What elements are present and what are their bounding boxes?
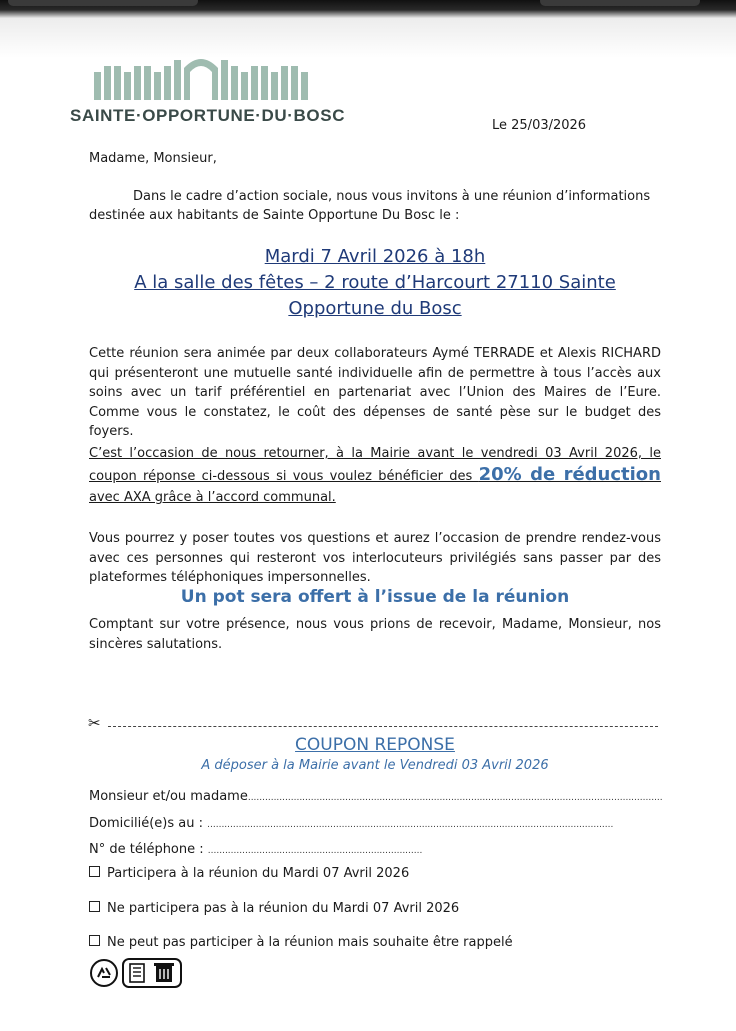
logo-text: SAINTE·OPPORTUNE·DU·BOSC [70, 106, 346, 125]
closing-paragraph: Comptant sur votre présence, nous vous prions de recevoir, Madame, Monsieur, nos sincères salutations. [89, 617, 661, 652]
phone-field-dots[interactable]: ........................................................................... [207, 846, 423, 856]
phone-field-label: N° de téléphone : [89, 842, 204, 857]
checkbox-not-attend[interactable] [89, 901, 100, 912]
name-field[interactable] [89, 789, 663, 804]
phone-field[interactable] [89, 842, 422, 857]
address-field[interactable] [89, 816, 613, 831]
event-place: A la salle des fêtes – 2 route d’Harcourt 27110 Sainte Opportune du Bosc [134, 272, 616, 319]
address-field-dots[interactable]: .............................................................................................................................................. [207, 820, 614, 830]
questions-paragraph: Vous pourrez y poser toutes vos questions et aurez l’occasion de prendre rendez-vous avec ces personnes qui resteront vos interlocuteurs privilégiés sans passer par des plateformes téléphoniques impersonnelles. [89, 531, 661, 585]
discount-highlight: 20% de réduction [478, 464, 661, 485]
castle-silhouette-icon [94, 56, 308, 100]
event-date: Mardi 7 Avril 2026 à 18h [264, 246, 486, 267]
name-field-label: Monsieur et/ou madame [89, 789, 248, 804]
intro-paragraph [89, 187, 661, 225]
name-field-dots[interactable]: ................................................................................................................................................. [247, 793, 663, 803]
presentation-paragraph: Cette réunion sera animée par deux collaborateurs Aymé TERRADE et Alexis RICHARD qui présenteront une mutuelle santé individuelle afin de permettre à tous l’accès aux soins avec un tarif préférentiel en partenariat avec l’Union des Maires de l’Eure. Comme vous le constatez, le coût des dépenses de santé pèse sur le budget des foyers. [89, 346, 661, 439]
option-callback[interactable] [89, 935, 513, 950]
coupon-title: COUPON REPONSE [295, 735, 455, 755]
intro-text: Dans le cadre d’action sociale, nous vous invitons à une réunion d’informations destinée aux habitants de Sainte Opportune Du Bosc le : [89, 189, 651, 223]
pot-announcement: Un pot sera offert à l’issue de la réunion [180, 587, 570, 607]
checkbox-callback[interactable] [89, 935, 100, 946]
trash-sort-icon [122, 958, 182, 988]
letter-date: Le 25/03/2026 [492, 118, 587, 133]
discount-text-before: C’est l’occasion de nous retourner, à la Mairie avant le vendredi 03 Avril 2026, le coupon réponse ci-dessous si vous voulez bénéficier des [89, 446, 661, 484]
option-not-attend[interactable] [89, 901, 459, 916]
address-field-label: Domicilié(e)s au : [89, 816, 203, 831]
option-attend[interactable] [89, 866, 409, 881]
option-attend-label: Participera à la réunion du Mardi 07 Avril 2026 [107, 866, 410, 881]
dashed-divider [108, 726, 658, 727]
scissors-icon: ✂ [88, 714, 101, 732]
event-block [89, 244, 661, 322]
top-bar-tab-left [8, 0, 198, 6]
cut-line [88, 714, 658, 733]
option-not-attend-label: Ne participera pas à la réunion du Mardi 07 Avril 2026 [107, 901, 460, 916]
municipality-logo [70, 56, 346, 126]
checkbox-attend[interactable] [89, 866, 100, 877]
top-shade [0, 18, 736, 58]
salutation: Madame, Monsieur, [89, 151, 217, 166]
discount-text-after: avec AXA grâce à l’accord communal. [89, 490, 336, 505]
coupon-subtitle: A déposer à la Mairie avant le Vendredi 03 Avril 2026 [201, 758, 549, 773]
recycle-icon [89, 958, 119, 988]
option-callback-label: Ne peut pas participer à la réunion mais souhaite être rappelé [107, 935, 513, 950]
window-top-bar [0, 0, 736, 18]
discount-paragraph [89, 443, 661, 508]
top-bar-tab-right [540, 0, 700, 6]
